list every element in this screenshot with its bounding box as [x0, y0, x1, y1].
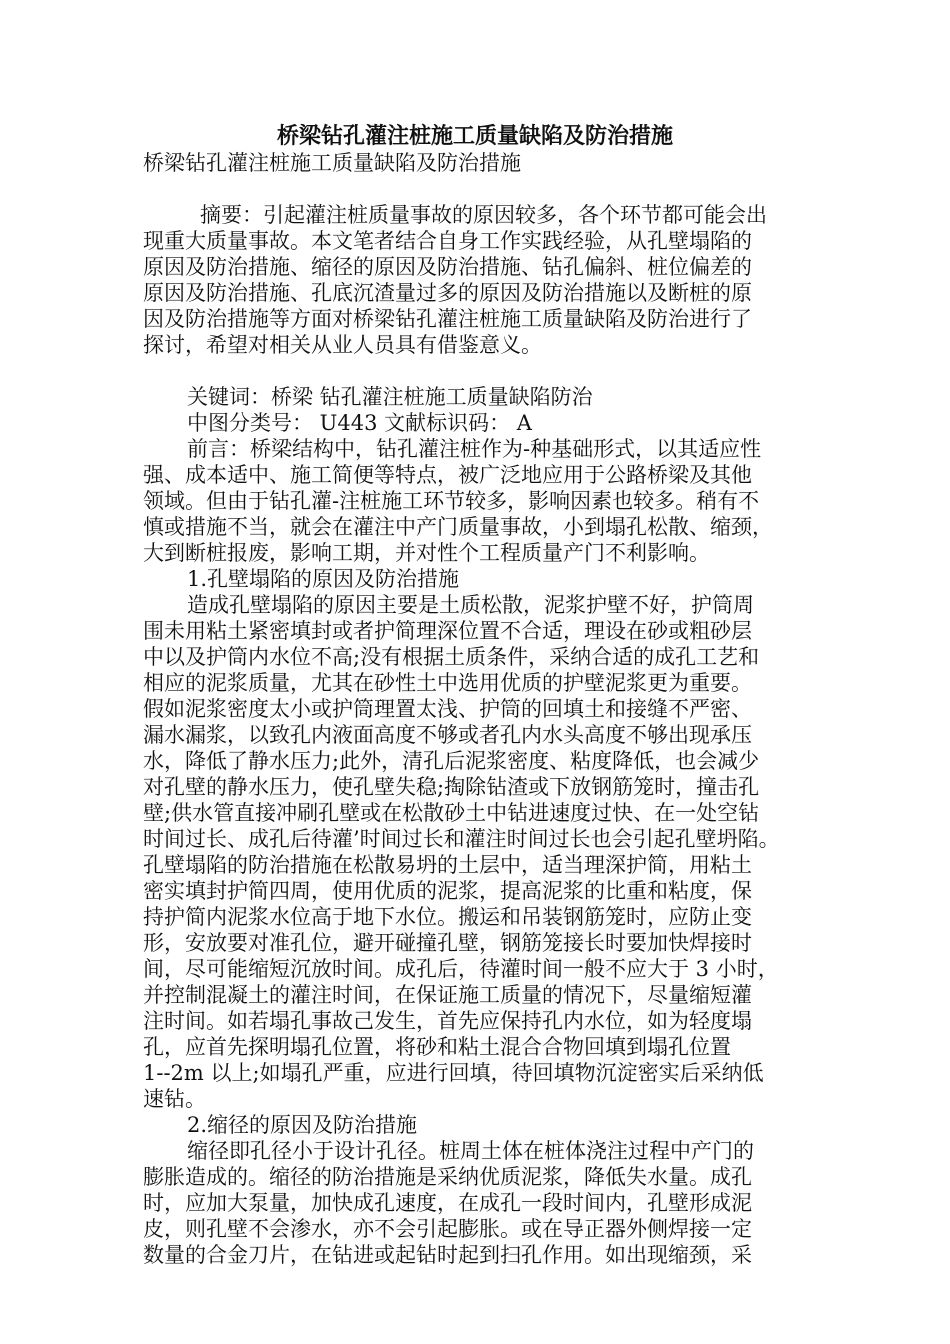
section-2-line: 数量的合金刀片，在钻进或起钻时起到扫孔作用。如出现缩颈，采 — [143, 1243, 752, 1267]
abstract-line: 因及防治措施等方面对桥梁钻孔灌注桩施工质量缺陷及防治进行了 — [143, 307, 752, 331]
section-1-line: 间，尽可能缩短沉放时间。成孔后，待灌时间一般不应大于 3 小时， — [143, 957, 779, 981]
abstract-line: 原因及防治措施、缩径的原因及防治措施、钻孔偏斜、桩位偏差的 — [143, 255, 752, 279]
section-1-line: 速钻。 — [143, 1087, 206, 1111]
abstract-line: 摘要：引起灌注桩质量事故的原因较多，各个环节都可能会出 — [200, 203, 767, 227]
section-1-line: 壁;供水管直接冲刷孔壁或在松散砂土中钻进速度过快、在一处空钻 — [143, 801, 760, 825]
document-title: 桥梁钻孔灌注桩施工质量缺陷及防治措施 — [276, 123, 673, 149]
section-1-line: 水，降低了静水压力;此外，清孔后泥浆密度、粘度降低，也会减少 — [143, 749, 760, 773]
section-1-line: 中以及护筒内水位不高;没有根据土质条件，采纳合适的成孔工艺和 — [143, 645, 760, 669]
abstract-line: 原因及防治措施、孔底沉渣量过多的原因及防治措施以及断桩的原 — [143, 281, 752, 305]
section-1-line: 注时间。如若塌孔事故己发生，首先应保持孔内水位，如为轻度塌 — [143, 1009, 752, 1033]
section-1-line: 持护简内泥浆水位高于地下水位。搬运和吊装钢筋笼时，应防止变 — [143, 905, 752, 929]
preface-line: 慎或措施不当，就会在灌注中产门质量事故，小到塌孔松散、缩颈， — [143, 515, 773, 539]
section-1-line: 漏水漏浆，以致孔内液面高度不够或者孔内水头高度不够出现承压 — [143, 723, 752, 747]
section-1-line: 相应的泥浆质量，尤其在砂性土中选用优质的护壁泥浆更为重要。 — [143, 671, 752, 695]
section-1-line: 对孔壁的静水压力，使孔壁失稳;掏除钻渣或下放钢筋笼时，撞击孔 — [143, 775, 760, 799]
section-1-line: 造成孔壁塌陷的原因主要是土质松散，泥浆护壁不好，护筒周 — [187, 593, 754, 617]
abstract-line: 现重大质量事故。本文笔者结合自身工作实践经验，从孔壁塌陷的 — [143, 229, 752, 253]
section-1-line: 假如泥浆密度太小或护筒理置太浅、护筒的回填土和接缝不严密、 — [143, 697, 752, 721]
section-1-line: 时间过长、成孔后待灌’时间过长和灌注时间过长也会引起孔壁坍陷。 — [143, 827, 780, 851]
section-2-line: 膨胀造成的。缩径的防治措施是采纳优质泥浆，降低失水量。成孔 — [143, 1165, 752, 1189]
section-2-line: 缩径即孔径小于设计孔径。桩周土体在桩体浇注过程中产门的 — [187, 1139, 754, 1163]
classification-line: 中图分类号： U443 文献标识码： A — [187, 411, 532, 435]
section-1-heading: 1.孔壁塌陷的原因及防治措施 — [187, 567, 460, 591]
document-subtitle: 桥梁钻孔灌注桩施工质量缺陷及防治措施 — [143, 151, 521, 175]
preface-line: 领域。但由于钻孔灌-注桩施工环节较多，影响因素也较多。稍有不 — [143, 489, 760, 513]
preface-line: 前言：桥梁结构中，钻孔灌注桩作为-种基础形式，以其适应性 — [187, 437, 762, 461]
keywords-line: 关键词：桥梁 钻孔灌注桩施工质量缺陷防治 — [187, 385, 593, 409]
preface-line: 强、成本适中、施工简便等特点，被广泛地应用于公路桥梁及其他 — [143, 463, 752, 487]
section-1-line: 并控制混凝土的灌注时间，在保证施工质量的情况下，尽量缩短灌 — [143, 983, 752, 1007]
section-1-line: 围未用粘土紧密填封或者护简理深位置不合适，理设在砂或粗砂层 — [143, 619, 752, 643]
section-1-line: 孔，应首先探明塌孔位置，将砂和粘土混合合物回填到塌孔位置 — [143, 1035, 731, 1059]
section-1-line: 孔壁塌陷的防治措施在松散易坍的土层中，适当理深护简，用粘土 — [143, 853, 752, 877]
section-1-line: 密实填封护简四周，使用优质的泥浆，提高泥浆的比重和粘度，保 — [143, 879, 752, 903]
section-1-line: 形，安放要对准孔位，避开碰撞孔壁，钢筋笼接长时要加快焊接时 — [143, 931, 752, 955]
section-2-line: 皮，则孔壁不会渗水，亦不会引起膨胀。或在导正器外侧焊接一定 — [143, 1217, 752, 1241]
preface-line: 大到断桩报废，影响工期，并对性个工程质量产门不利影响。 — [143, 541, 710, 565]
section-2-heading: 2.缩径的原因及防治措施 — [187, 1113, 418, 1137]
abstract-line: 探讨，希望对相关从业人员具有借鉴意义。 — [143, 333, 542, 357]
section-2-line: 时，应加大泵量，加快成孔速度，在成孔一段时间内，孔壁形成泥 — [143, 1191, 752, 1215]
section-1-line: 1--2m 以上;如塌孔严重，应进行回填，待回填物沉淀密实后采纳低 — [143, 1061, 764, 1085]
